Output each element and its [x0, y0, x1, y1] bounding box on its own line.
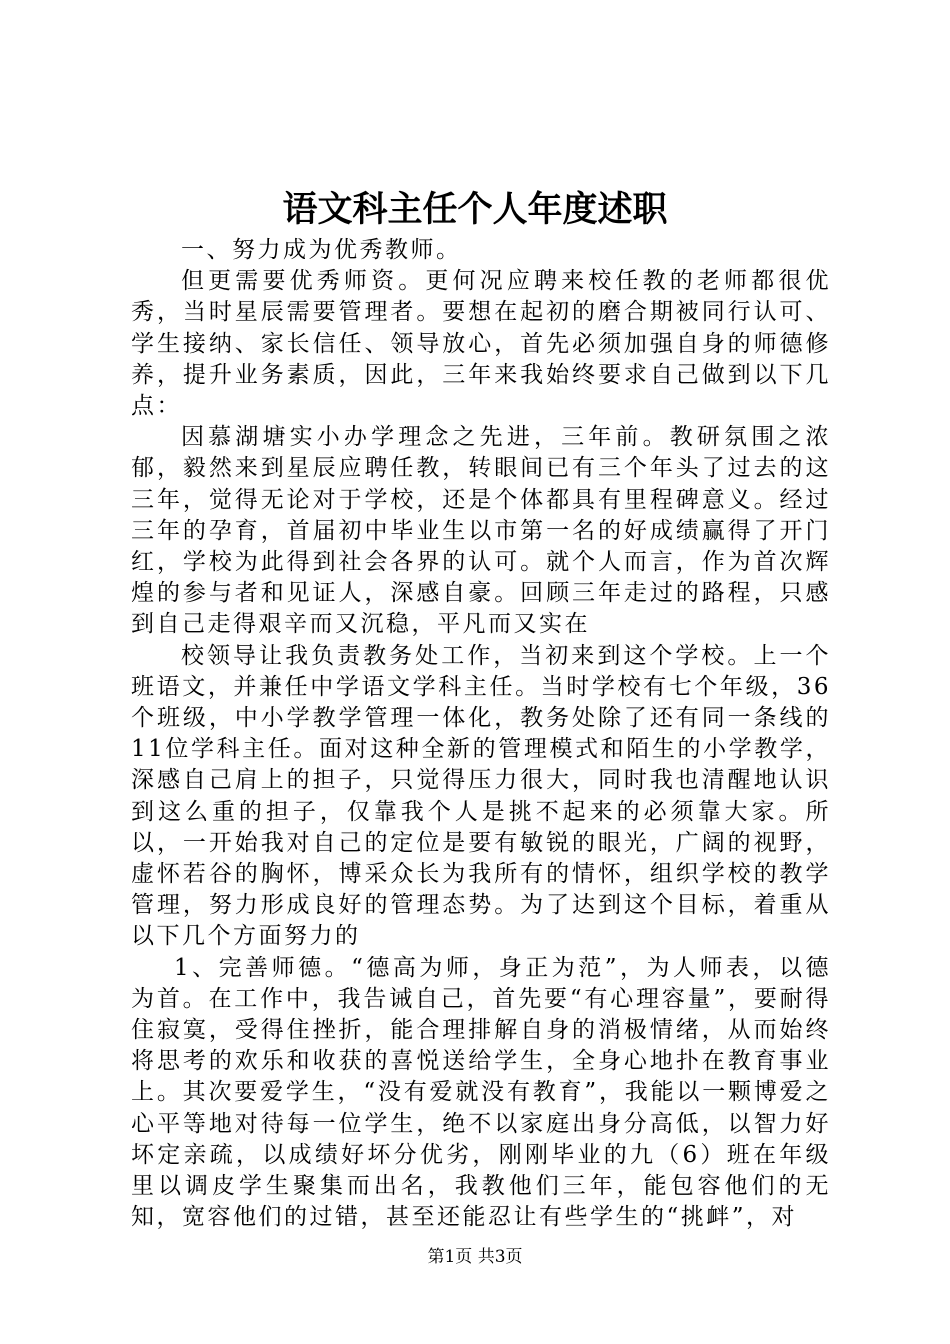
paragraph-2: 但更需要优秀师资。更何况应聘来校任教的老师都很优秀，当时星辰需要管理者。要想在起初的磨合期被同行认可、学生接纳、家长信任、领导放心，首先必须加强自身的师德修养，提升业务素质，因此，三年来我始终要求自己做到以下几点：: [131, 268, 831, 420]
paragraph-1: 一、努力成为优秀教师。: [181, 237, 462, 263]
document-body: [131, 235, 831, 1234]
paragraph-4: 校领导让我负责教务处工作，当初来到这个学校。上一个班语文，并兼任中学语文学科主任。当时学校有七个年级，36个班级，中小学教学管理一体化，教务处除了还有同一条线的11位学科主任。面对这种全新的管理模式和陌生的小学教学，深感自己肩上的担子，只觉得压力很大，同时我也清醒地认识到这么重的担子，仅靠我个人是挑不起来的必须靠大家。所以，一开始我对自己的定位是要有敏锐的眼光，广阔的视野，虚怀若谷的胸怀，博采众长为我所有的情怀，组织学校的教学管理，努力形成良好的管理态势。为了达到这个目标，着重从以下几个方面努力的: [131, 642, 831, 950]
paragraph-5: 1、完善师德。“德高为师，身正为范”，为人师表，以德为首。在工作中，我告诫自己，首先要“有心理容量”，要耐得住寂寞，受得住挫折，能合理排解自身的消极情绪，从而始终将思考的欢乐和收获的喜悦送给学生，全身心地扑在教育事业上。其次要爱学生，“没有爱就没有教育”，我能以一颗博爱之心平等地对待每一位学生，绝不以家庭出身分高低，以智力好坏定亲疏，以成绩好坏分优劣，刚刚毕业的九（6）班在年级里以调皮学生聚集而出名，我教他们三年，能包容他们的无知，宽容他们的过错，甚至还能忍让有些学生的“挑衅”，对: [131, 954, 831, 1231]
document-title: 语文科主任个人年度述职: [282, 189, 668, 230]
paragraph-3: 因慕湖塘实小办学理念之先进，三年前。教研氛围之浓郁，毅然来到星辰应聘任教，转眼间已有三个年头了过去的这三年，觉得无论对于学校，还是个体都具有里程碑意义。经过三年的孕育，首届初中毕业生以市第一名的好成绩赢得了开门红，学校为此得到社会各界的认可。就个人而言，作为首次辉煌的参与者和见证人，深感自豪。回顾三年走过的路程，只感到自己走得艰辛而又沉稳，平凡而又实在: [131, 424, 831, 638]
page-footer: 第1页 共3页: [427, 1247, 523, 1267]
